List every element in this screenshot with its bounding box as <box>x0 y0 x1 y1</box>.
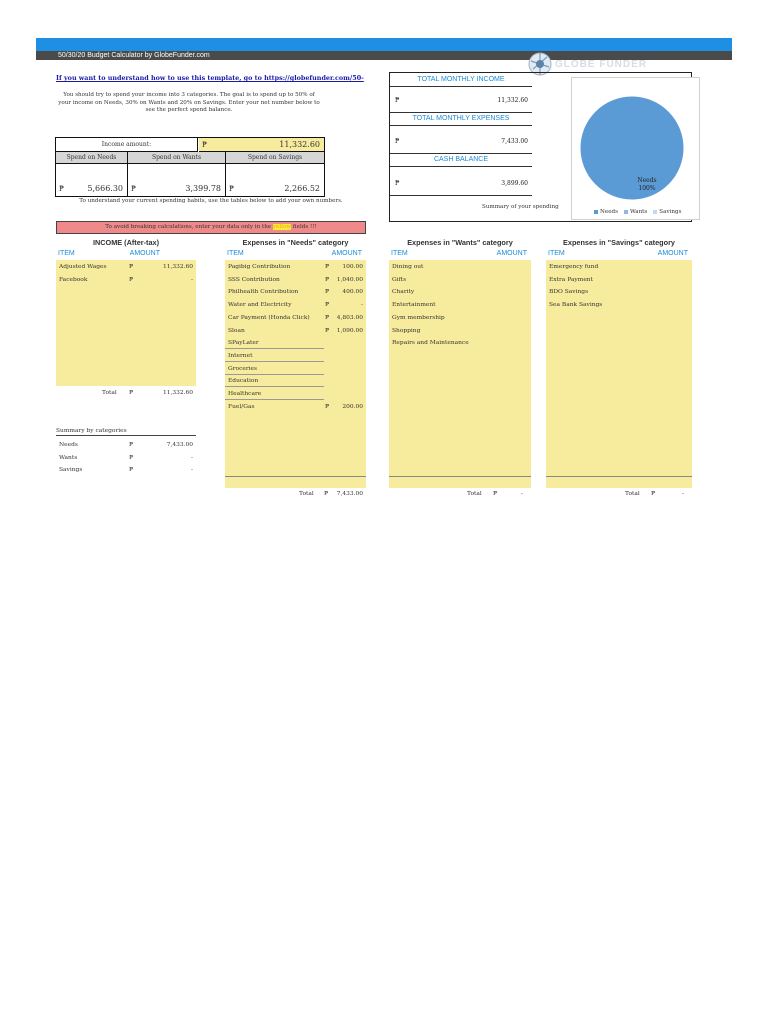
cash-balance-value: 3,899.60 <box>501 180 528 187</box>
table-row[interactable] <box>56 452 196 464</box>
row-amount: 100.00 <box>342 264 363 270</box>
table-row[interactable] <box>546 286 692 298</box>
row-item-name: Gym membership <box>392 314 445 321</box>
row-item-name: Water and Electricity <box>228 302 292 309</box>
summary-categories-title: Summary by categories <box>56 428 196 436</box>
savings-table-header <box>546 249 692 259</box>
spend-wants-cell <box>128 164 226 196</box>
intro-text: You should try to spend your income into 3 categories. The goal is to spend up to 50% of your income on Needs, 30% on Wants and 20% on Savings. Enter your net number below to see the perfect spend balance. <box>58 92 320 113</box>
total-label: Total <box>467 491 482 497</box>
wants-table-header <box>389 249 531 259</box>
row-item-name: Savings <box>59 467 83 474</box>
row-item-name: Entertainment <box>392 302 436 309</box>
currency-symbol: ₱ <box>325 327 330 334</box>
currency-symbol: ₱ <box>325 264 330 270</box>
savings-total-row <box>546 489 692 499</box>
table-row[interactable] <box>225 325 366 337</box>
pie-data-label: Needs <box>637 177 657 184</box>
row-item-name: Needs <box>59 442 78 448</box>
currency-symbol: ₱ <box>202 141 207 149</box>
col-amount: AMOUNT <box>657 250 688 257</box>
spend-savings-value: 2,266.52 <box>284 184 320 193</box>
chart-legend <box>594 209 687 215</box>
needs-table-header <box>225 249 366 259</box>
income-amount-input[interactable] <box>199 138 324 152</box>
col-item: ITEM <box>227 250 244 257</box>
legend-item-wants <box>624 209 647 215</box>
table-row[interactable] <box>56 464 196 476</box>
income-total-value: 11,332.60 <box>163 390 193 396</box>
row-item-name: Sloan <box>228 327 245 334</box>
row-item-name: Facebook <box>59 276 88 283</box>
table-row[interactable] <box>225 363 324 375</box>
row-amount: 4,803.00 <box>336 314 363 321</box>
table-row[interactable] <box>56 439 196 451</box>
table-row[interactable] <box>225 401 366 413</box>
table-row[interactable] <box>225 312 366 324</box>
table-row[interactable] <box>546 261 692 273</box>
col-amount: AMOUNT <box>496 250 527 257</box>
total-expenses-label: TOTAL MONTHLY EXPENSES <box>412 115 510 122</box>
currency-symbol: ₱ <box>59 185 64 193</box>
spending-pie-chart <box>571 77 700 220</box>
table-row[interactable] <box>225 337 324 349</box>
row-item-name: SPayLater <box>228 340 259 347</box>
table-row[interactable] <box>225 274 366 286</box>
spend-savings-cell <box>226 164 324 196</box>
row-amount: 7,433.00 <box>166 442 193 448</box>
pie-data-percent: 100% <box>638 185 656 192</box>
income-table-title: INCOME (After-tax) <box>92 238 160 247</box>
currency-symbol: ₱ <box>129 276 134 283</box>
currency-symbol: ₱ <box>129 264 134 270</box>
currency-symbol: ₱ <box>395 180 400 187</box>
spend-needs-label: Spend on Needs <box>56 152 128 164</box>
row-amount: 1,040.00 <box>336 276 363 283</box>
row-amount: - <box>191 454 193 461</box>
row-item-name: Shopping <box>392 327 421 334</box>
table-row[interactable] <box>389 286 531 298</box>
row-amount: 1,090.00 <box>336 327 363 334</box>
table-row[interactable] <box>225 261 366 273</box>
total-label: Total <box>102 390 117 396</box>
pie-slice-needs[interactable] <box>580 96 684 200</box>
warning-banner <box>56 221 366 234</box>
row-amount: 11,332.60 <box>163 264 193 270</box>
total-income-label: TOTAL MONTHLY INCOME <box>417 76 505 83</box>
currency-symbol: ₱ <box>325 302 330 309</box>
cash-balance-label: CASH BALANCE <box>433 156 489 163</box>
legend-label: Savings <box>659 209 682 215</box>
legend-swatch <box>653 210 657 214</box>
warning-text-post: fields !!! <box>291 224 317 230</box>
table-row[interactable] <box>56 274 196 286</box>
table-row[interactable] <box>389 337 531 349</box>
currency-symbol: ₱ <box>324 491 329 497</box>
spend-wants-value: 3,399.78 <box>185 184 221 193</box>
table-row[interactable] <box>225 299 366 311</box>
table-row[interactable] <box>389 261 531 273</box>
table-row[interactable] <box>389 312 531 324</box>
row-amount: - <box>191 467 193 474</box>
income-table-header <box>56 249 196 259</box>
legend-label: Needs <box>600 209 618 215</box>
divider <box>390 125 532 126</box>
legend-item-needs <box>594 209 618 215</box>
currency-symbol: ₱ <box>395 138 400 145</box>
table-row[interactable] <box>56 261 196 273</box>
income-amount-label: Income amount: <box>56 138 198 152</box>
row-item-name: Gifts <box>392 276 407 283</box>
total-label: Total <box>299 491 314 497</box>
currency-symbol: ₱ <box>129 442 134 448</box>
row-item-name: Extra Payment <box>549 276 593 283</box>
spending-habits-note: To understand your current spending habits, use the tables below to add your own numbers. <box>79 198 343 204</box>
divider <box>389 476 531 477</box>
row-item-name: Charity <box>392 289 415 296</box>
row-item-name: Car Payment (Honda Click) <box>228 314 310 321</box>
col-item: ITEM <box>391 250 408 257</box>
legend-label: Wants <box>629 209 648 215</box>
row-item-name: Groceries <box>228 365 258 372</box>
row-amount: 200.00 <box>342 403 363 410</box>
warning-text-pre: To avoid breaking calculations, enter your data only in the <box>105 224 273 230</box>
needs-table-title: Expenses in "Needs" category <box>242 238 349 247</box>
row-item-name: Education <box>228 378 259 385</box>
divider <box>546 476 692 477</box>
income-amount-value: 11,332.60 <box>279 140 320 149</box>
table-row[interactable] <box>225 375 324 387</box>
legend-swatch <box>624 210 628 214</box>
currency-symbol: ₱ <box>131 185 136 193</box>
col-amount: AMOUNT <box>129 250 160 257</box>
col-item: ITEM <box>58 250 75 257</box>
needs-total-value: 7,433.00 <box>336 491 363 497</box>
divider <box>390 166 532 167</box>
currency-symbol: ₱ <box>229 185 234 193</box>
total-expenses-row <box>390 128 532 154</box>
col-amount: AMOUNT <box>331 250 362 257</box>
currency-symbol: ₱ <box>493 491 498 497</box>
spend-needs-value: 5,666.30 <box>87 184 123 193</box>
total-label: Total <box>625 491 640 497</box>
total-income-row <box>390 87 532 113</box>
legend-item-savings <box>653 209 681 215</box>
income-total-row <box>56 388 196 398</box>
row-item-name: Adjusted Wages <box>59 264 107 270</box>
wants-table-title: Expenses in "Wants" category <box>407 238 513 247</box>
currency-symbol: ₱ <box>129 467 134 474</box>
legend-swatch <box>594 210 598 214</box>
row-item-name: Pagibig Contribution <box>228 264 291 270</box>
currency-symbol: ₱ <box>395 97 400 104</box>
logo-wordmark: GLOBE FUNDER <box>555 59 647 70</box>
currency-symbol: ₱ <box>129 454 134 461</box>
divider <box>225 476 366 477</box>
row-item-name: Wants <box>59 454 78 461</box>
row-item-name: SSS Contribution <box>228 276 280 283</box>
spend-wants-label: Spend on Wants <box>128 152 226 164</box>
table-row[interactable] <box>389 299 531 311</box>
currency-symbol: ₱ <box>129 390 134 396</box>
currency-symbol: ₱ <box>325 314 330 321</box>
needs-total-row <box>225 489 366 499</box>
row-amount: 400.00 <box>342 289 363 296</box>
sheet-title: 50/30/20 Budget Calculator by GlobeFunder.com <box>36 51 732 60</box>
row-item-name: Fuel/Gas <box>228 403 255 410</box>
savings-total-value: - <box>682 491 684 497</box>
row-item-name: Sea Bank Savings <box>549 302 603 309</box>
row-item-name: Emergency fund <box>549 264 599 270</box>
currency-symbol: ₱ <box>325 289 330 296</box>
table-row[interactable] <box>225 388 324 400</box>
col-item: ITEM <box>548 250 565 257</box>
spending-summary-label: Summary of your spending <box>482 204 559 210</box>
table-row[interactable] <box>389 274 531 286</box>
row-item-name: BDO Savings <box>549 289 589 296</box>
table-row[interactable] <box>546 274 692 286</box>
table-row[interactable] <box>225 286 366 298</box>
currency-symbol: ₱ <box>325 403 330 410</box>
currency-symbol: ₱ <box>651 491 656 497</box>
row-item-name: Healthcare <box>228 391 262 397</box>
table-row[interactable] <box>389 325 531 337</box>
currency-symbol: ₱ <box>325 276 330 283</box>
spend-savings-label: Spend on Savings <box>226 152 324 164</box>
wants-total-row <box>389 489 531 499</box>
warning-highlight: yellow <box>272 224 292 230</box>
savings-table-title: Expenses in "Savings" category <box>563 238 675 247</box>
wants-total-value: - <box>521 491 523 497</box>
row-item-name: Dining out <box>392 264 424 270</box>
row-item-name: Philhealth Contribution <box>228 289 299 296</box>
table-row[interactable] <box>546 299 692 311</box>
table-row[interactable] <box>225 350 324 362</box>
row-amount: - <box>191 276 193 283</box>
row-amount: - <box>361 302 363 309</box>
row-item-name: Repairs and Maintenance <box>392 340 469 347</box>
template-help-link[interactable]: If you want to understand how to use this template, go to https://globefunder.com/50- <box>56 74 364 82</box>
row-item-name: Internet <box>228 352 253 359</box>
income-calculator <box>55 137 325 197</box>
spend-needs-cell <box>56 164 128 196</box>
total-income-value: 11,332.60 <box>497 97 528 104</box>
cash-balance-row <box>390 170 532 196</box>
total-expenses-value: 7,433.00 <box>501 138 528 145</box>
